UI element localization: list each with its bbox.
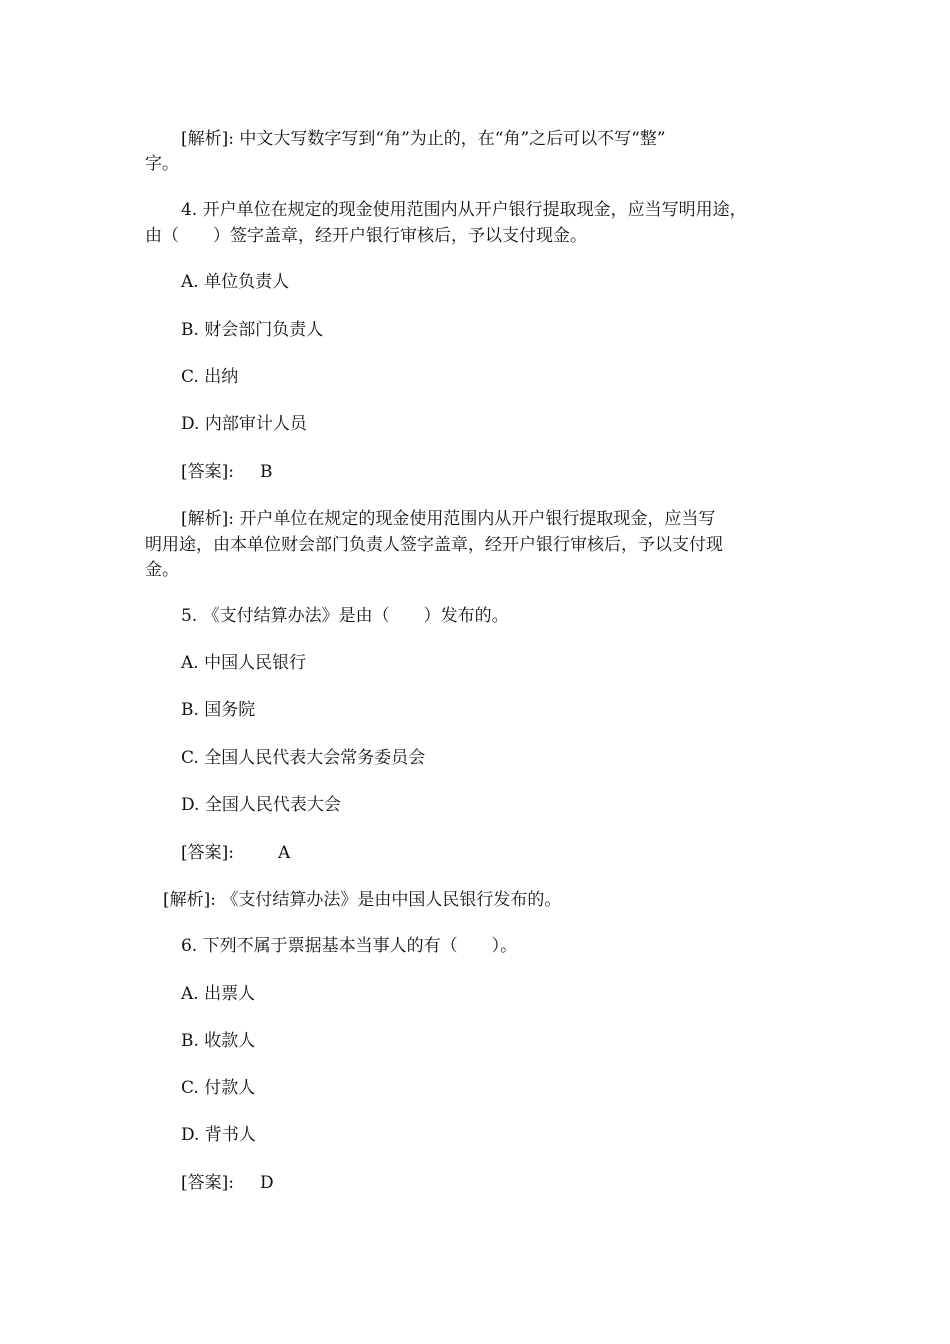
q4-option-b: B. 财会部门负责人 <box>181 320 324 340</box>
q4-stem-line-2: 由（ ）签字盖章，经开户银行审核后，予以支付现金。 <box>145 226 587 246</box>
q5-option-c: C. 全国人民代表大会常务委员会 <box>181 748 426 768</box>
q5-answer-label: [答案]: <box>181 843 234 863</box>
q5-option-a: A. 中国人民银行 <box>181 653 307 673</box>
q4-option-c: C. 出纳 <box>181 367 239 387</box>
q5-answer <box>181 841 290 865</box>
q6-stem: 6. 下列不属于票据基本当事人的有（ ）。 <box>181 936 518 956</box>
q4-option-a: A. 单位负责人 <box>181 272 290 292</box>
q6-option-c: C. 付款人 <box>181 1078 256 1098</box>
q6-option-d: D. 背书人 <box>181 1125 256 1145</box>
q6-answer <box>181 1171 274 1195</box>
q5-stem: 5. 《支付结算办法》是由（ ）发布的。 <box>181 606 509 626</box>
q6-answer-value: D <box>260 1173 274 1193</box>
q5-analysis: [解析]: 《支付结算办法》是由中国人民银行发布的。 <box>163 890 562 910</box>
q4-analysis-line-3: 金。 <box>145 560 179 580</box>
q4-stem-line-1: 4. 开户单位在规定的现金使用范围内从开户银行提取现金，应当写明用途， <box>181 200 747 220</box>
q4-analysis-line-2: 明用途，由本单位财会部门负责人签字盖章，经开户银行审核后，予以支付现 <box>145 535 723 555</box>
q5-answer-value: A <box>278 843 291 863</box>
q5-option-d: D. 全国人民代表大会 <box>181 795 341 815</box>
q4-answer-value: B <box>260 462 273 482</box>
q4-answer <box>181 460 273 484</box>
q4-option-d: D. 内部审计人员 <box>181 414 307 434</box>
q4-answer-label: [答案]: <box>181 462 234 482</box>
q3-analysis-line-1: [解析]: 中文大写数字写到“角”为止的，在“角”之后可以不写“整” <box>181 129 666 149</box>
q6-option-a: A. 出票人 <box>181 984 256 1004</box>
q4-analysis-line-1: [解析]: 开户单位在规定的现金使用范围内从开户银行提取现金，应当写 <box>181 509 716 529</box>
q3-analysis-line-2: 字。 <box>145 154 179 174</box>
q5-option-b: B. 国务院 <box>181 700 256 720</box>
q6-option-b: B. 收款人 <box>181 1031 256 1051</box>
q6-answer-label: [答案]: <box>181 1173 234 1193</box>
